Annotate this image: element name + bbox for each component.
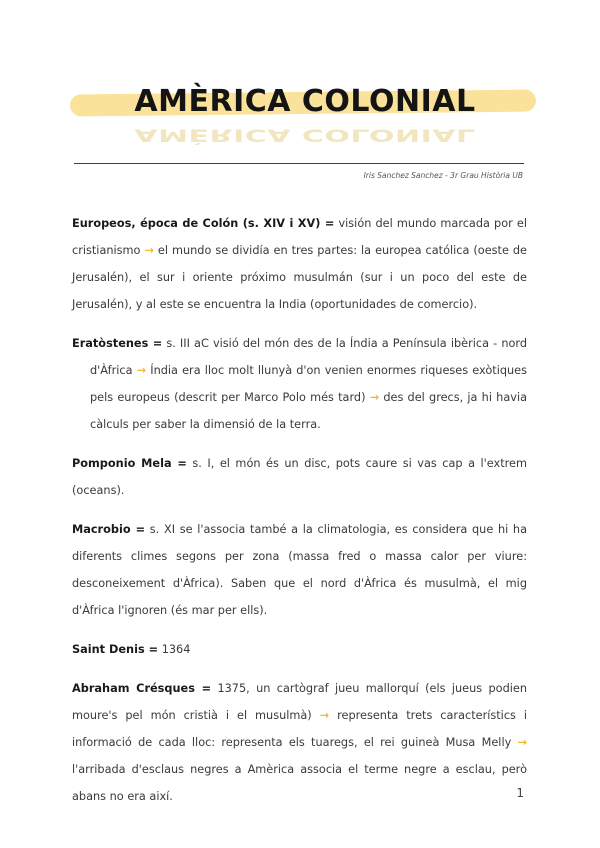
arrow-icon: → (369, 391, 380, 404)
paragraph-text: s. XI se l'associa també a la climatologia, es considera que hi ha diferents climes segons per zona (massa fred o massa calor per viure: desconeixement d'Àfrica). Saben que el nord d'Àfrica és musulmà, el mig d'Àfrica l'ignoren (és mar per ells). (72, 523, 528, 617)
term-pomponio-mela: Pomponio Mela = (72, 457, 187, 470)
paragraph-text: s. III aC visió del món des de la Índia a Península ibèrica - nord d'Àfrica (90, 337, 528, 377)
arrow-icon: → (136, 364, 147, 377)
paragraph-text: 1375, un cartògraf jueu mallorquí (els jueus podien moure's pel món cristià i el musulmà) (72, 682, 528, 722)
title-reflection: AMÈRICA COLONIAL (134, 125, 476, 145)
term-saint-denis: Saint Denis = (72, 643, 159, 656)
document-body (72, 210, 527, 822)
title-block (70, 78, 540, 145)
paragraph-text: representa trets característics i informació de cada lloc: representa els tuaregs, el rei guineà Musa Melly (72, 709, 528, 749)
paragraph-pomponio-mela (72, 450, 527, 504)
page-number: 1 (516, 786, 524, 800)
term-europeos: Europeos, época de Colón (s. XIV i XV) = (72, 217, 335, 230)
arrow-icon: → (517, 736, 527, 749)
arrow-icon: → (319, 709, 330, 722)
paragraph-abraham-cresques (72, 675, 527, 810)
paragraph-text: el mundo se dividía en tres partes: la europea católica (oeste de Jerusalén), el sur i oriente próximo musulmán (sur i un poco del este de Jerusalén), y al este se encuentra la India (oportunidades de comercio). (72, 244, 528, 311)
header-divider (74, 163, 524, 164)
paragraph-macrobio (72, 516, 527, 624)
author-line: Iris Sanchez Sanchez - 3r Grau Història UB (363, 171, 523, 180)
paragraph-text: visión del mundo marcada por el cristianismo (72, 217, 527, 257)
paragraph-saint-denis (72, 636, 527, 663)
term-abraham-cresques: Abraham Crésques = (72, 682, 212, 695)
paragraph-text: des del grecs, ja hi havia càlculs per saber la dimensió de la terra. (90, 391, 527, 431)
page-title: AMÈRICA COLONIAL (134, 84, 476, 119)
paragraph-europeos (72, 210, 527, 318)
paragraph-text: 1364 (161, 643, 191, 656)
paragraph-eratostenes (72, 330, 527, 438)
paragraph-text: l'arribada d'esclaus negres a Amèrica associa el terme negre a esclau, però abans no era així. (72, 763, 527, 803)
term-eratostenes: Eratòstenes = (72, 337, 163, 350)
paragraph-text: Índia era lloc molt llunyà d'on venien enormes riqueses exòtiques pels europeus (descrit per Marco Polo més tard) (90, 364, 528, 404)
term-macrobio: Macrobio = (72, 523, 146, 536)
arrow-icon: → (144, 244, 154, 257)
paragraph-text: s. I, el món és un disc, pots caure si vas cap a l'extrem (oceans). (72, 457, 527, 497)
